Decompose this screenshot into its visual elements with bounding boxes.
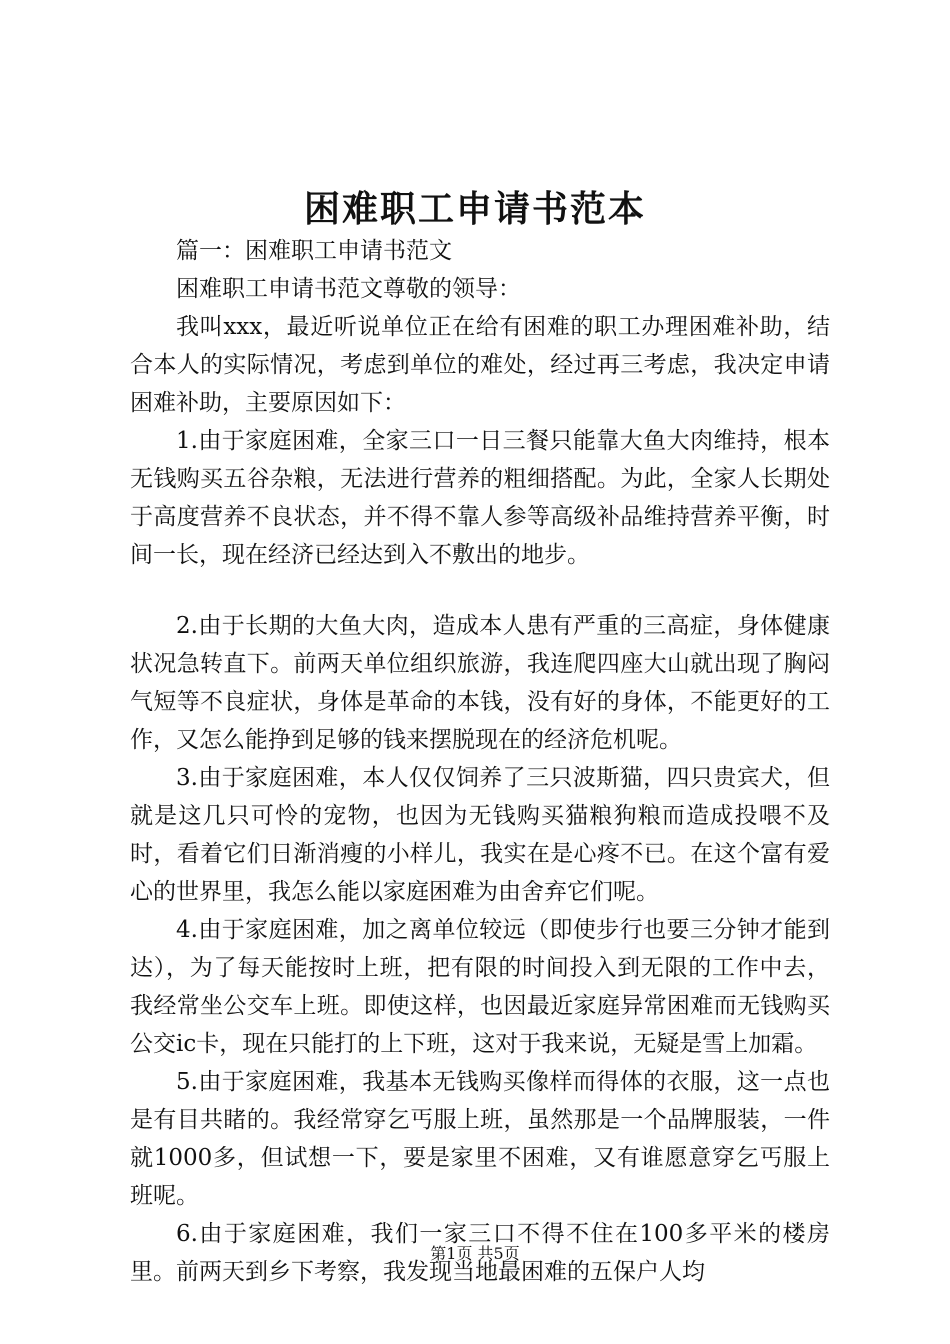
reason-paragraph-2: 2.由于长期的大鱼大肉，造成本人患有严重的三高症，身体健康状况急转直下。前两天单位组织旅游，我连爬四座大山就出现了胸闷气短等不良症状，身体是革命的本钱，没有好的身体，不能更好的工作，又怎么能挣到足够的钱来摆脱现在的经济危机呢。 [130, 613, 830, 753]
document-body [130, 232, 830, 1291]
page-footer: 第1页 共5页 [430, 1244, 520, 1263]
salutation-paragraph: 困难职工申请书范文尊敬的领导： [176, 276, 521, 302]
document-title: 困难职工申请书范本 [303, 188, 646, 230]
section-heading: 篇一：困难职工申请书范文 [176, 238, 452, 264]
reason-paragraph-3: 3.由于家庭困难，本人仅仅饲养了三只波斯猫，四只贵宾犬，但就是这几只可怜的宠物，也因为无钱购买猫粮狗粮而造成投喂不及时，看着它们日渐消瘦的小样儿，我实在是心疼不已。在这个富有爱心的世界里，我怎么能以家庭困难为由舍弃它们呢。 [130, 765, 830, 905]
intro-paragraph: 我叫xxx，最近听说单位正在给有困难的职工办理困难补助，结合本人的实际情况，考虑到单位的难处，经过再三考虑，我决定申请困难补助，主要原因如下： [130, 314, 830, 416]
reason-paragraph-1: 1.由于家庭困难，全家三口一日三餐只能靠大鱼大肉维持，根本无钱购买五谷杂粮，无法进行营养的粗细搭配。为此，全家人长期处于高度营养不良状态，并不得不靠人参等高级补品维持营养平衡，时间一长，现在经济已经达到入不敷出的地步。 [130, 428, 830, 568]
reason-paragraph-4: 4.由于家庭困难，加之离单位较远（即使步行也要三分钟才能到达），为了每天能按时上班，把有限的时间投入到无限的工作中去，我经常坐公交车上班。即使这样，也因最近家庭异常困难而无钱购买公交ic卡，现在只能打的上下班，这对于我来说，无疑是雪上加霜。 [130, 917, 830, 1057]
reason-paragraph-5: 5.由于家庭困难，我基本无钱购买像样而得体的衣服，这一点也是有目共睹的。我经常穿乞丐服上班，虽然那是一个品牌服装，一件就1000多，但试想一下，要是家里不困难，又有谁愿意穿乞丐服上班呢。 [130, 1069, 830, 1209]
reason-paragraph-6: 6.由于家庭困难，我们一家三口不得不住在100多平米的楼房里。前两天到乡下考察，我发现当地最困难的五保户人均 [130, 1221, 830, 1285]
